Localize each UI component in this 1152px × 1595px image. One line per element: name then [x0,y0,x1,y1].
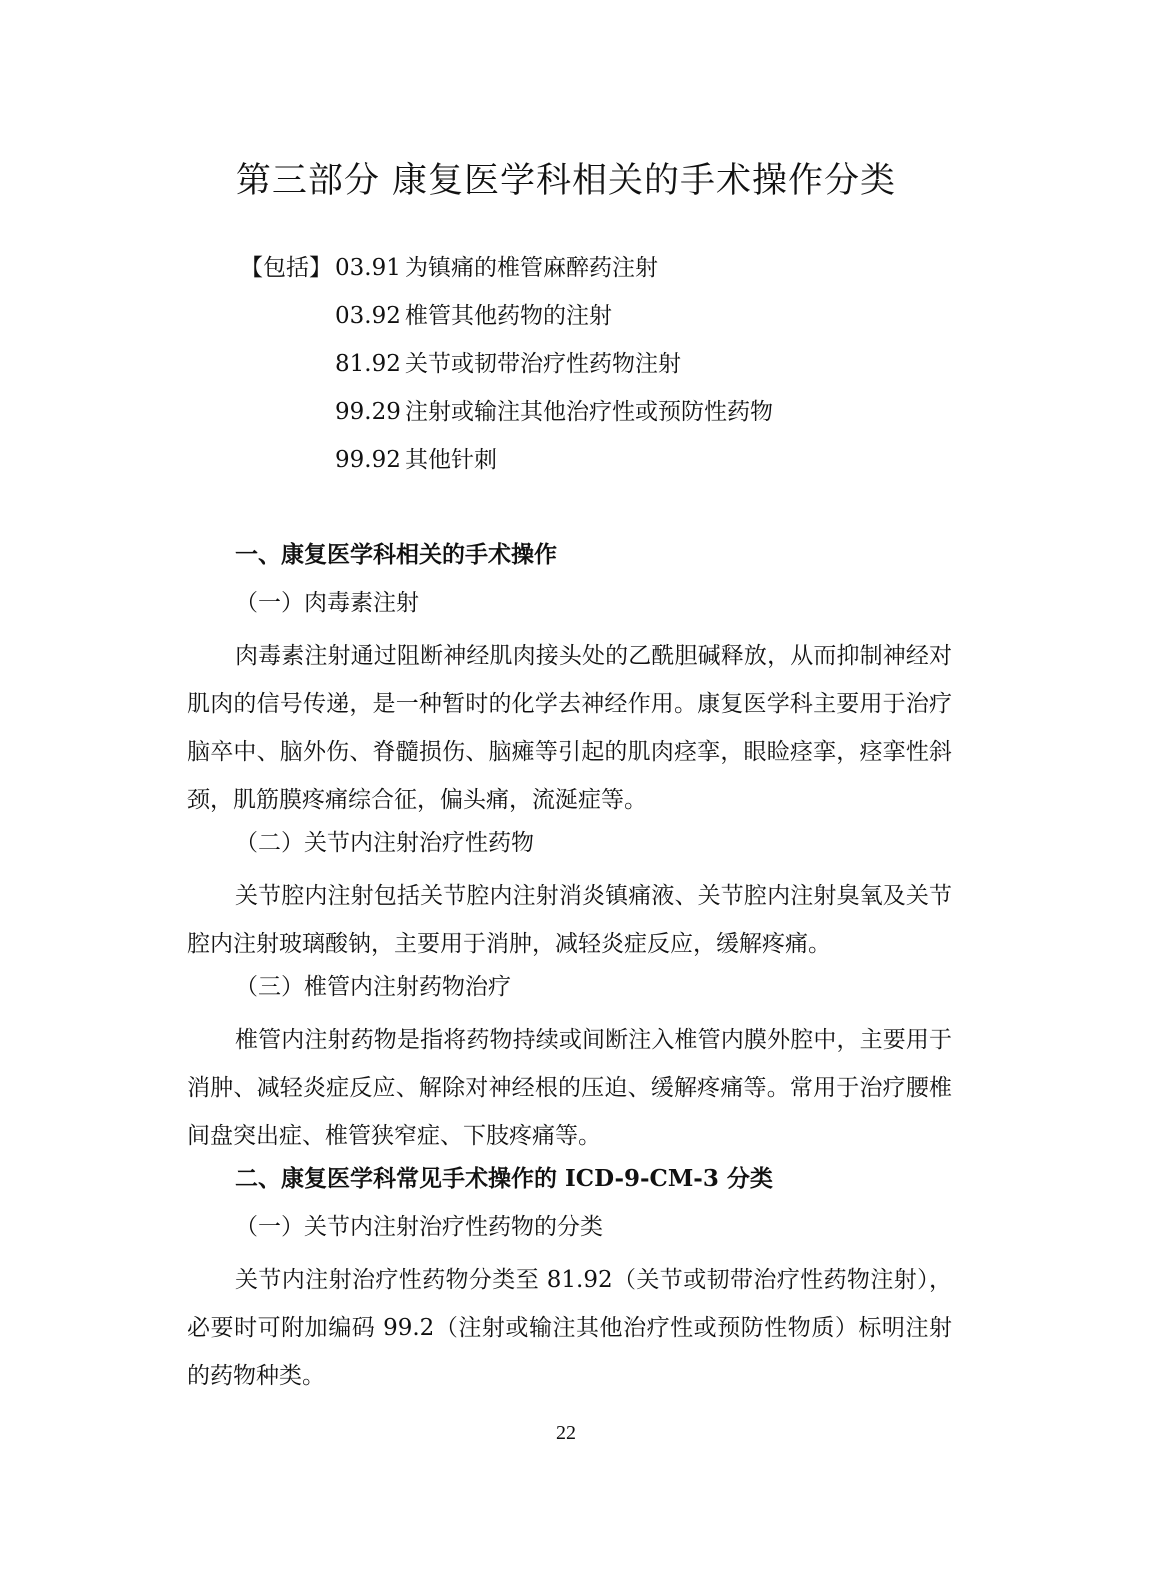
paragraph: 椎管内注射药物是指将药物持续或间断注入椎管内膜外腔中，主要用于消肿、减轻炎症反应、解除对神经根的压迫、缓解疼痛等。常用于治疗腰椎间盘突出症、椎管狭窄症、下肢疼痛等。 [187,1027,952,1149]
page-title: 第三部分 康复医学科相关的手术操作分类 [235,161,897,201]
includes-text: 为镇痛的椎管麻醉药注射 [405,255,658,281]
includes-text: 关节或韧带治疗性药物注射 [405,351,681,377]
includes-text: 椎管其他药物的注射 [405,303,612,329]
includes-item [240,298,773,346]
paragraph: 肉毒素注射通过阻断神经肌肉接头处的乙酰胆碱释放，从而抑制神经对肌肉的信号传递，是一种暂时的化学去神经作用。康复医学科主要用于治疗脑卒中、脑外伤、脊髓损伤、脑瘫等引起的肌肉痉挛，眼睑痉挛，痉挛性斜颈，肌筋膜疼痛综合征，偏头痛，流涎症等。 [187,643,952,813]
includes-text: 注射或输注其他治疗性或预防性药物 [405,399,773,425]
includes-code: 99.29 [335,399,401,425]
includes-code: 81.92 [335,351,401,377]
includes-list [240,250,773,490]
subsection-heading: （一）关节内注射治疗性药物的分类 [235,1214,603,1240]
section-heading: 一、康复医学科相关的手术操作 [235,541,557,568]
includes-label: 【包括】 [240,255,332,281]
includes-text: 其他针刺 [405,447,497,473]
section-heading: 二、康复医学科常见手术操作的 ICD-9-CM-3 分类 [235,1165,773,1192]
subsection-heading: （三）椎管内注射药物治疗 [235,974,511,1000]
includes-code: 03.92 [335,303,401,329]
includes-code: 03.91 [335,255,401,281]
includes-item [240,442,773,490]
subsection-heading: （二）关节内注射治疗性药物 [235,830,534,856]
paragraph: 关节腔内注射包括关节腔内注射消炎镇痛液、关节腔内注射臭氧及关节腔内注射玻璃酸钠，主要用于消肿，减轻炎症反应，缓解疼痛。 [187,883,952,957]
includes-item [240,250,773,298]
includes-item [240,394,773,442]
subsection-heading: （一）肉毒素注射 [235,590,419,616]
paragraph: 关节内注射治疗性药物分类至 81.92（关节或韧带治疗性药物注射），必要时可附加编码 99.2（注射或输注其他治疗性或预防性物质）标明注射的药物种类。 [187,1267,952,1389]
includes-item [240,346,773,394]
page-number: 22 [556,1422,576,1444]
document-body [187,536,952,1400]
includes-code: 99.92 [335,447,401,473]
